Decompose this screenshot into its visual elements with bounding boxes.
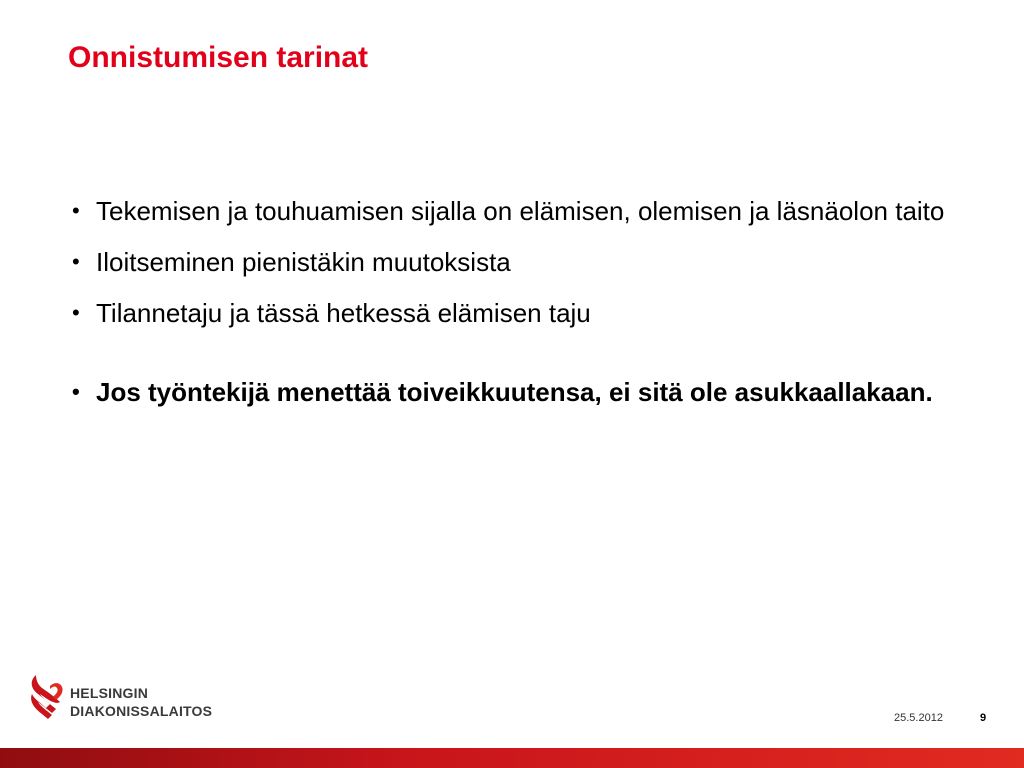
footer-date: 25.5.2012 (894, 712, 943, 724)
logo-wordmark (70, 684, 212, 720)
organization-logo (28, 672, 228, 724)
bullet-list (72, 192, 952, 424)
slide-title: Onnistumisen tarinat (68, 41, 369, 74)
bottom-brand-bar (0, 748, 1024, 768)
bullet-item: • Tekemisen ja touhuamisen sijalla on elämisen, olemisen ja läsnäolon taito (72, 192, 952, 230)
logo-line-1: HELSINGIN (70, 685, 149, 701)
page-number: 9 (980, 712, 987, 724)
bullet-item-emphasis: • Jos työntekijä menettää toiveikkuutensa, ei sitä ole asukkaallakaan. (72, 373, 952, 411)
bullet-item: • Tilannetaju ja tässä hetkessä elämisen taju (72, 294, 952, 332)
logo-line-2: DIAKONISSALAITOS (70, 703, 213, 719)
bullet-item: • Iloitseminen pienistäkin muutoksista (72, 243, 952, 281)
heart-logo-icon (28, 672, 68, 722)
